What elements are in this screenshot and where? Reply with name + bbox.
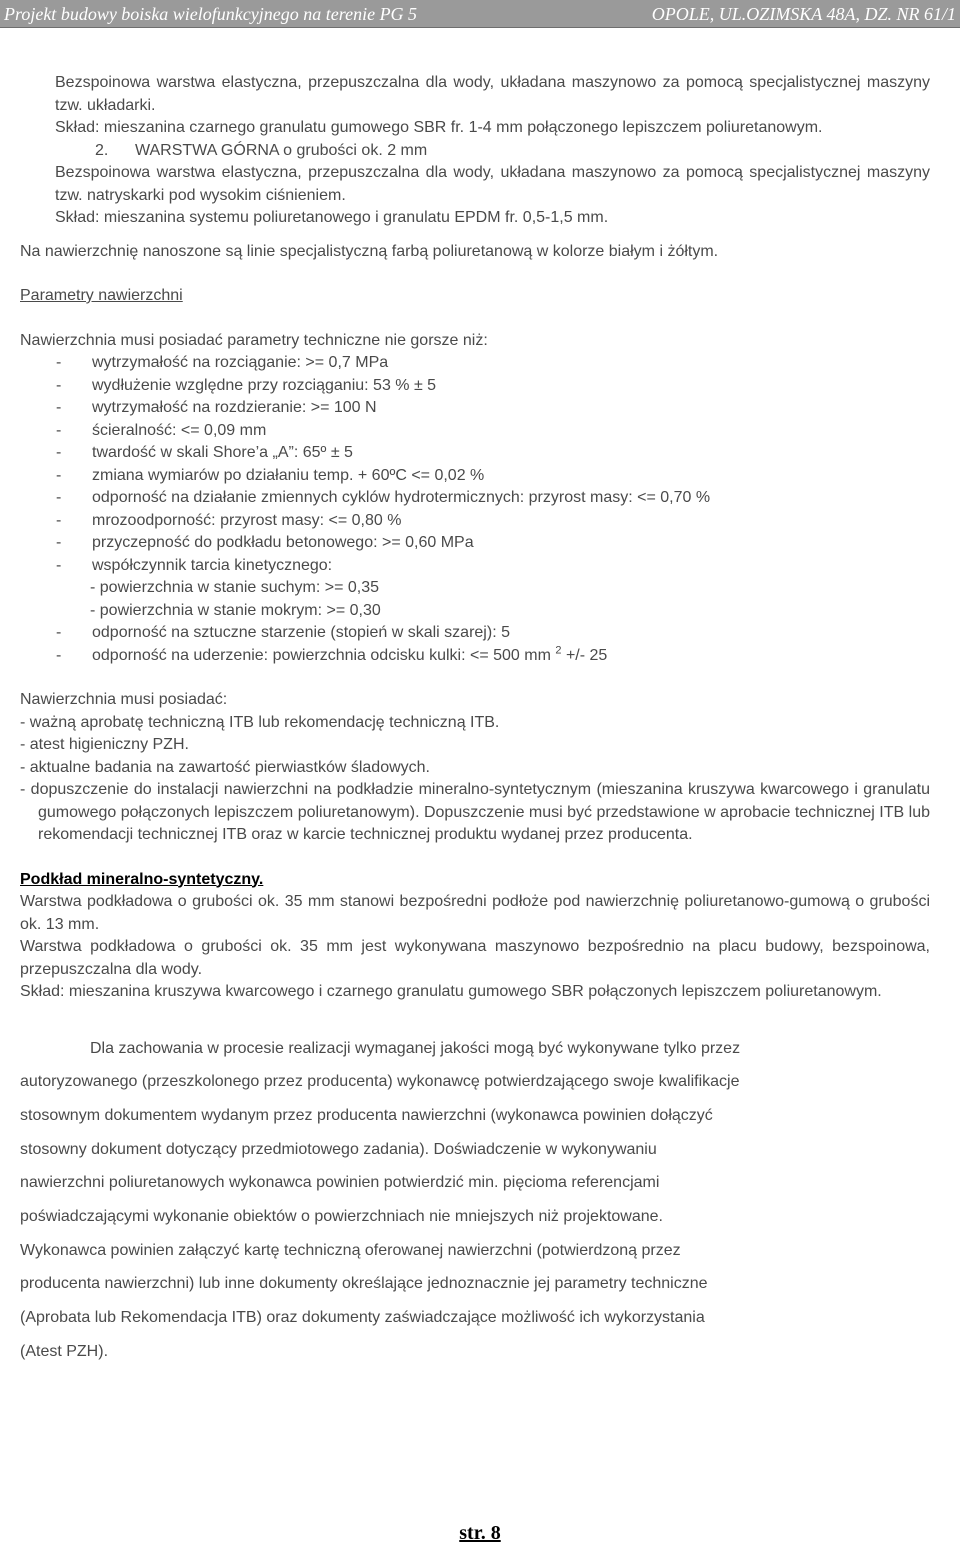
intro-paragraph-1: Bezspoinowa warstwa elastyczna, przepuszczalna dla wody, układana maszynowo za pomocą specjalistycznej maszyny tzw. układarki. (55, 74, 930, 114)
base-paragraph-1: Warstwa podkładowa o grubości ok. 35 mm stanowi bezpośredni podłoże pod nawierzchnię poliuretanowo-gumową o grubości ok. 13 mm. (20, 893, 930, 933)
final-line: producenta nawierzchni) lub inne dokumenty określające jednoznacznie jej parametry techniczne (20, 1275, 708, 1293)
list-item: - współczynnik tarcia kinetycznego: (56, 556, 333, 574)
parameters-list-continued (20, 622, 930, 667)
intro-paragraph-2: Skład: mieszanina czarnego granulatu gumowego SBR fr. 1-4 mm połączonego lepiszczem poliuretanowym. (55, 119, 823, 136)
requirement-item: - ważną aprobatę techniczną ITB lub rekomendację techniczną ITB. (20, 713, 500, 731)
requirements-section (20, 689, 930, 847)
list-item: - przyczepność do podkładu betonowego: >= 0,60 MPa (56, 534, 474, 551)
base-title: Podkład mineralno-syntetyczny. (20, 870, 264, 888)
final-line: (Aprobata lub Rekomendacja ITB) oraz dokumenty zaświadczające możliwość ich wykorzystania (20, 1309, 705, 1327)
intro-paragraph-3: Bezspoinowa warstwa elastyczna, przepuszczalna dla wody, układana maszynowo za pomocą specjalistycznej maszyny tzw. natryskarki pod wysokim ciśnieniem. (55, 164, 930, 204)
header-address: OPOLE, UL.OZIMSKA 48A, DZ. NR 61/1 (651, 4, 956, 24)
final-line: autoryzowanego (przeszkolonego przez producenta) wykonawcę potwierdzającego swoje kwalifikacje (20, 1073, 740, 1091)
list-item: - wydłużenie względne przy rozciąganiu: 53 % ± 5 (56, 376, 437, 394)
page-number: str. 8 (459, 1522, 501, 1544)
list-item: - odporność na uderzenie: powierzchnia odcisku kulki: <= 500 mm $^2$ +/- 25 (56, 644, 608, 664)
final-line: (Atest PZH). (20, 1342, 109, 1360)
requirement-item: - atest higieniczny PZH. (20, 736, 189, 753)
base-paragraph-3: Skład: mieszanina kruszywa kwarcowego i czarnego granulatu gumowego SBR połączonych lepiszczem poliuretanowym. (20, 983, 882, 1000)
header-project-title: Projekt budowy boiska wielofunkcyjnego na terenie PG 5 (4, 4, 418, 24)
final-line: stosowny dokument dotyczący przedmiotowego zadania). Doświadczenie w wykonywaniu (20, 1140, 657, 1158)
friction-sublist (20, 577, 930, 622)
requirements-lead: Nawierzchnia musi posiadać: (20, 691, 228, 708)
final-line: Dla zachowania w procesie realizacji wymaganej jakości mogą być wykonywane tylko przez (90, 1039, 741, 1057)
list-item: - zmiana wymiarów po działaniu temp. + 60ºC <= 0,02 % (56, 466, 485, 484)
superscript-2: 2 (555, 644, 562, 657)
document-body (20, 72, 930, 1369)
page-header (0, 0, 960, 28)
layer-2-heading (55, 140, 930, 163)
list-item: - powierzchnia w stanie suchym: >= 0,35 (90, 579, 380, 596)
final-line: stosownym dokumentem wydanym przez producenta nawierzchni (wykonawca powinien dołączyć (20, 1106, 713, 1124)
list-item: - powierzchnia w stanie mokrym: >= 0,30 (90, 601, 381, 619)
list-item: - odporność na działanie zmiennych cyklów hydrotermicznych: przyrost masy: <= 0,70 % (56, 489, 711, 506)
layer-2-number: 2. (95, 141, 109, 159)
list-item: - wytrzymałość na rozdzieranie: >= 100 N (56, 399, 377, 416)
list-item: - twardość w skali Shore’a „A”: 65º ± 5 (56, 444, 353, 461)
intro-paragraph-4: Skład: mieszanina systemu poliuretanowego i granulatu EPDM fr. 0,5-1,5 mm. (55, 209, 609, 226)
parameters-section (20, 330, 930, 668)
list-item: - odporność na sztuczne starzenie (stopień w skali szarej): 5 (56, 624, 510, 641)
final-line: poświadczającymi wykonanie obiektów o powierzchniach nie mniejszych niż projektowane. (20, 1208, 663, 1226)
list-item: - ścieralność: <= 0,09 mm (56, 421, 267, 439)
list-item: - mrozoodporność: przyrost masy: <= 0,80 % (56, 511, 402, 529)
parameters-lead: Nawierzchnia musi posiadać parametry techniczne nie gorsze niż: (20, 331, 488, 349)
lines-paragraph: Na nawierzchnię nanoszone są linie specjalistyczną farbą poliuretanową w kolorze białym i żółtym. (20, 242, 719, 260)
final-line: Wykonawca powinien załączyć kartę techniczną oferowanej nawierzchni (potwierdzoną przez (20, 1241, 681, 1259)
base-paragraph-2: Warstwa podkładowa o grubości ok. 35 mm jest wykonywana maszynowo bezpośrednio na placu budowy, bezspoinowa, przepuszczalna dla wody. (20, 938, 930, 978)
parameters-list (20, 352, 930, 577)
base-section (20, 869, 930, 1004)
layer-2-title: WARSTWA GÓRNA o grubości ok. 2 mm (135, 141, 428, 159)
final-line: nawierzchni poliuretanowych wykonawca powinien potwierdzić min. pięcioma referencjami (20, 1174, 660, 1192)
parameters-title: Parametry nawierzchni (20, 287, 183, 304)
requirement-item: - aktualne badania na zawartość pierwiastków śladowych. (20, 758, 430, 776)
list-item: - wytrzymałość na rozciąganie: >= 0,7 MPa (56, 354, 389, 371)
intro-section (20, 72, 930, 230)
requirement-item: - dopuszczenie do instalacji nawierzchni na podkładzie mineralno-syntetycznym (mieszanina kruszywa kwarcowego i granulatu gumowego połączonych lepiszczem poliuretanowym). Dopuszczenie musi być przedstawione w aprobacie technicznej ITB lub rekomendacji technicznej ITB oraz w karcie technicznej produktu wydanej przez producenta. (20, 781, 930, 843)
final-paragraph (20, 1032, 930, 1369)
